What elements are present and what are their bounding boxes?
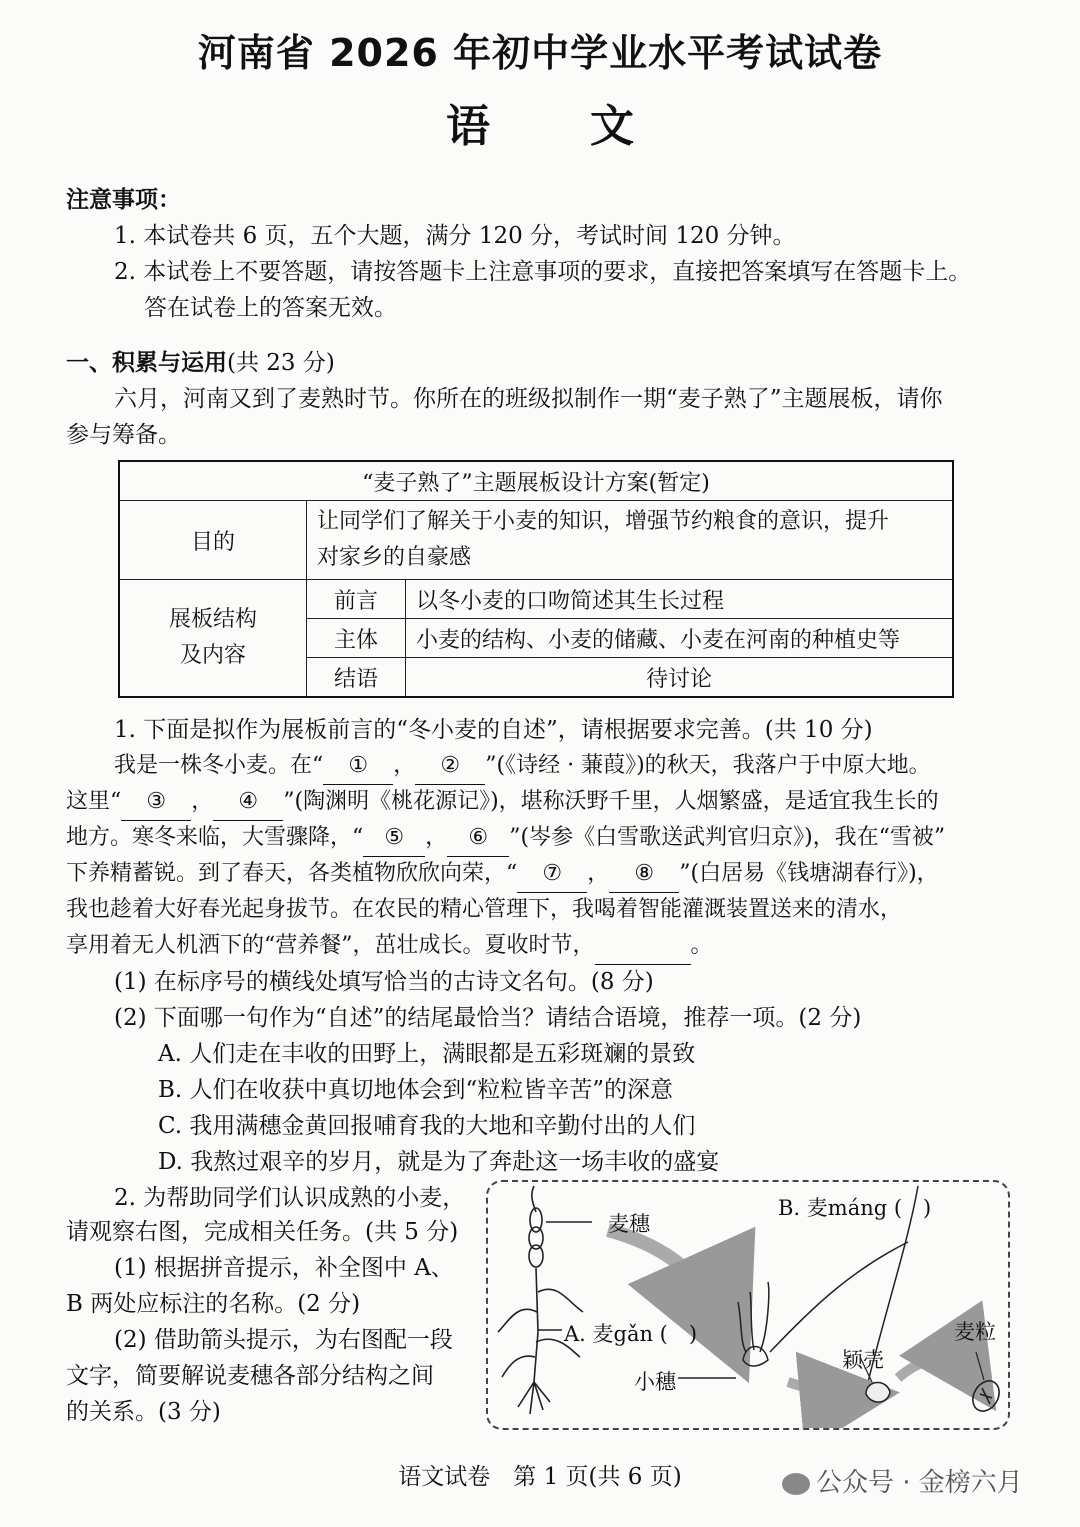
option-c: C. 我用满穗金黄回报哺育我的大地和辛勤付出的人们 [158,1113,696,1139]
watermark [782,1462,1023,1499]
arrow-icon [898,1359,974,1378]
q1-passage-line-5: 我也趁着大好春光起身拔节。在农民的精心管理下，我喝着智能灌溉装置送来的清水， [66,897,903,922]
plan-purpose-label: 目的 [119,501,307,580]
wheat-figure [486,1180,1010,1430]
label-grain: 麦粒 [954,1320,996,1344]
grain-icon [968,1376,1005,1416]
plan-structure-label-1: 展板结构 [168,607,257,632]
plan-structure-label-2: 及内容 [179,643,246,668]
q2-line-3: (1) 根据拼音提示，补全图中 A、 [114,1255,454,1281]
blank-1: ① [323,748,393,785]
label-b-awn: B. 麦máng ( ) [778,1196,932,1220]
blank-4: ④ [213,784,283,821]
section1-heading [66,345,1012,381]
passage-text: ”(白居易《钱塘湖春行》)， [679,861,939,886]
passage-text: ”(陶渊明《桃花源记》)，堪称沃野千里，人烟繁盛，是适宜我生长的 [283,789,939,814]
wechat-icon [782,1473,810,1495]
label-a-stem: A. 麦gǎn ( ) [564,1322,698,1346]
arrow-icon [608,1230,726,1332]
passage-text: 享用着无人机洒下的“营养餐”，茁壮成长。夏收时节， [66,933,595,958]
blank-6: ⑥ [447,820,509,857]
passage-text: 。 [690,933,713,958]
notice-heading: 注意事项： [66,187,181,213]
wheat-plant-icon [498,1186,583,1414]
q1-passage-line-4: 下养精蓄锐。到了春天，各类植物欣欣向荣，“ ⑦ ， ⑧ ”(白居易《钱塘湖春行》)， [66,856,1012,893]
q1-sub-1: (1) 在标序号的横线处填写恰当的古诗文名句。(8 分) [114,969,654,995]
passage-text: ”(岑参《白雪歌送武判官归京》)，我在“雪被” [509,825,946,850]
section1-points: (共 23 分) [227,350,335,376]
q2-line-1: 2. 为帮助同学们认识成熟的小麦， [114,1185,466,1211]
label-spike: 麦穗 [608,1212,650,1236]
blank-3: ③ [121,784,191,821]
option-a: A. 人们走在丰收的田野上，满眼都是五彩斑斓的景致 [158,1041,696,1067]
exam-title: 河南省 2026 年初中学业水平考试试卷 [197,31,883,75]
q1-sub-2: (2) 下面哪一句作为“自述”的结尾最恰当？请结合语境，推荐一项。(2 分) [114,1005,862,1031]
passage-text: 下养精蓄锐。到了春天，各类植物欣欣向荣，“ [66,861,518,886]
passage-text: 这里“ [66,789,122,814]
q1-stem: 1. 下面是拟作为展板前言的“冬小麦的自述”，请根据要求完善。(共 10 分) [114,717,873,743]
plan-purpose-text [307,501,954,580]
q1-passage-line-6 [66,928,1012,965]
plan-purpose-text-2: 对家乡的自豪感 [317,545,472,570]
blank-7: ⑦ [517,856,587,893]
q2-line-4: B 两处应标注的名称。(2 分) [66,1291,361,1317]
label-glume: 颖壳 [842,1348,884,1372]
passage-text: ”(《诗经 · 蒹葭》)的秋天，我落户于中原大地。 [485,753,931,778]
plan-row-content: 小麦的结构、小麦的储藏、小麦在河南的种植史等 [406,619,954,658]
notice-item-2: 2. 本试卷上不要答题，请按答题卡上注意事项的要求，直接把答案填写在答题卡上。 [114,259,972,285]
q2-line-6: 文字，简要解说麦穗各部分结构之间 [66,1363,434,1389]
spikelet-icon [738,1282,769,1366]
plan-row-part: 前言 [307,580,406,619]
subject-title: 语文 [446,101,734,152]
plan-row-content: 以冬小麦的口吻简述其生长过程 [406,580,954,619]
q1-passage-line-1: 我是一株冬小麦。在“ ① ， ② ”(《诗经 · 蒹葭》)的秋天，我落户于中原大地。 [114,748,1060,785]
plan-structure-label [119,580,307,698]
plan-table-caption: “麦子熟了”主题展板设计方案(暂定) [119,461,953,501]
section1-intro-1: 六月，河南又到了麦熟时节。你所在的班级拟制作一期“麦子熟了”主题展板，请你 [114,386,943,412]
passage-text: 我是一株冬小麦。在“ [114,753,324,778]
section1-intro-2: 参与筹备。 [66,422,181,448]
plan-row-part: 结语 [307,658,406,698]
passage-text: 地方。寒冬来临，大雪骤降，“ [66,825,364,850]
watermark-text: 公众号 · 金榜六月 [816,1468,1023,1498]
q1-passage-line-2: 这里“ ③ ， ④ ”(陶渊明《桃花源记》)，堪称沃野千里，人烟繁盛，是适宜我生长的 [66,784,1012,821]
notice-item-1: 1. 本试卷共 6 页，五个大题，满分 120 分，考试时间 120 分钟。 [114,223,796,249]
blank-5: ⑤ [363,820,425,857]
label-spikelet: 小穗 [634,1370,676,1394]
plan-table [118,460,954,698]
q1-passage-line-3: 地方。寒冬来临，大雪骤降，“ ⑤ ， ⑥ ”(岑参《白雪歌送武判官归京》)，我在“雪被” [66,820,1012,857]
section1-title: 一、积累与运用 [66,350,227,376]
plan-purpose-text-1: 让同学们了解关于小麦的知识，增强节约粮食的意识，提升 [317,509,890,534]
plan-row-content: 待讨论 [406,658,954,698]
blank-ending [595,928,691,965]
blank-8: ⑧ [609,856,679,893]
option-b: B. 人们在收获中真切地体会到“粒粒皆辛苦”的深意 [158,1077,674,1103]
option-d: D. 我熬过艰辛的岁月，就是为了奔赴这一场丰收的盛宴 [158,1149,720,1175]
q2-line-2: 请观察右图，完成相关任务。(共 5 分) [66,1219,459,1245]
q2-line-7: 的关系。(3 分) [66,1399,221,1425]
q2-line-5: (2) 借助箭头提示，为右图配一段 [114,1327,453,1353]
plan-row-part: 主体 [307,619,406,658]
arrow-icon [788,1382,860,1396]
page-footer: 语文试卷 第 1 页(共 6 页) [398,1464,682,1490]
notice-item-2-cont: 答在试卷上的答案无效。 [144,295,397,321]
blank-2: ② [415,748,485,785]
glume-icon [866,1382,890,1402]
